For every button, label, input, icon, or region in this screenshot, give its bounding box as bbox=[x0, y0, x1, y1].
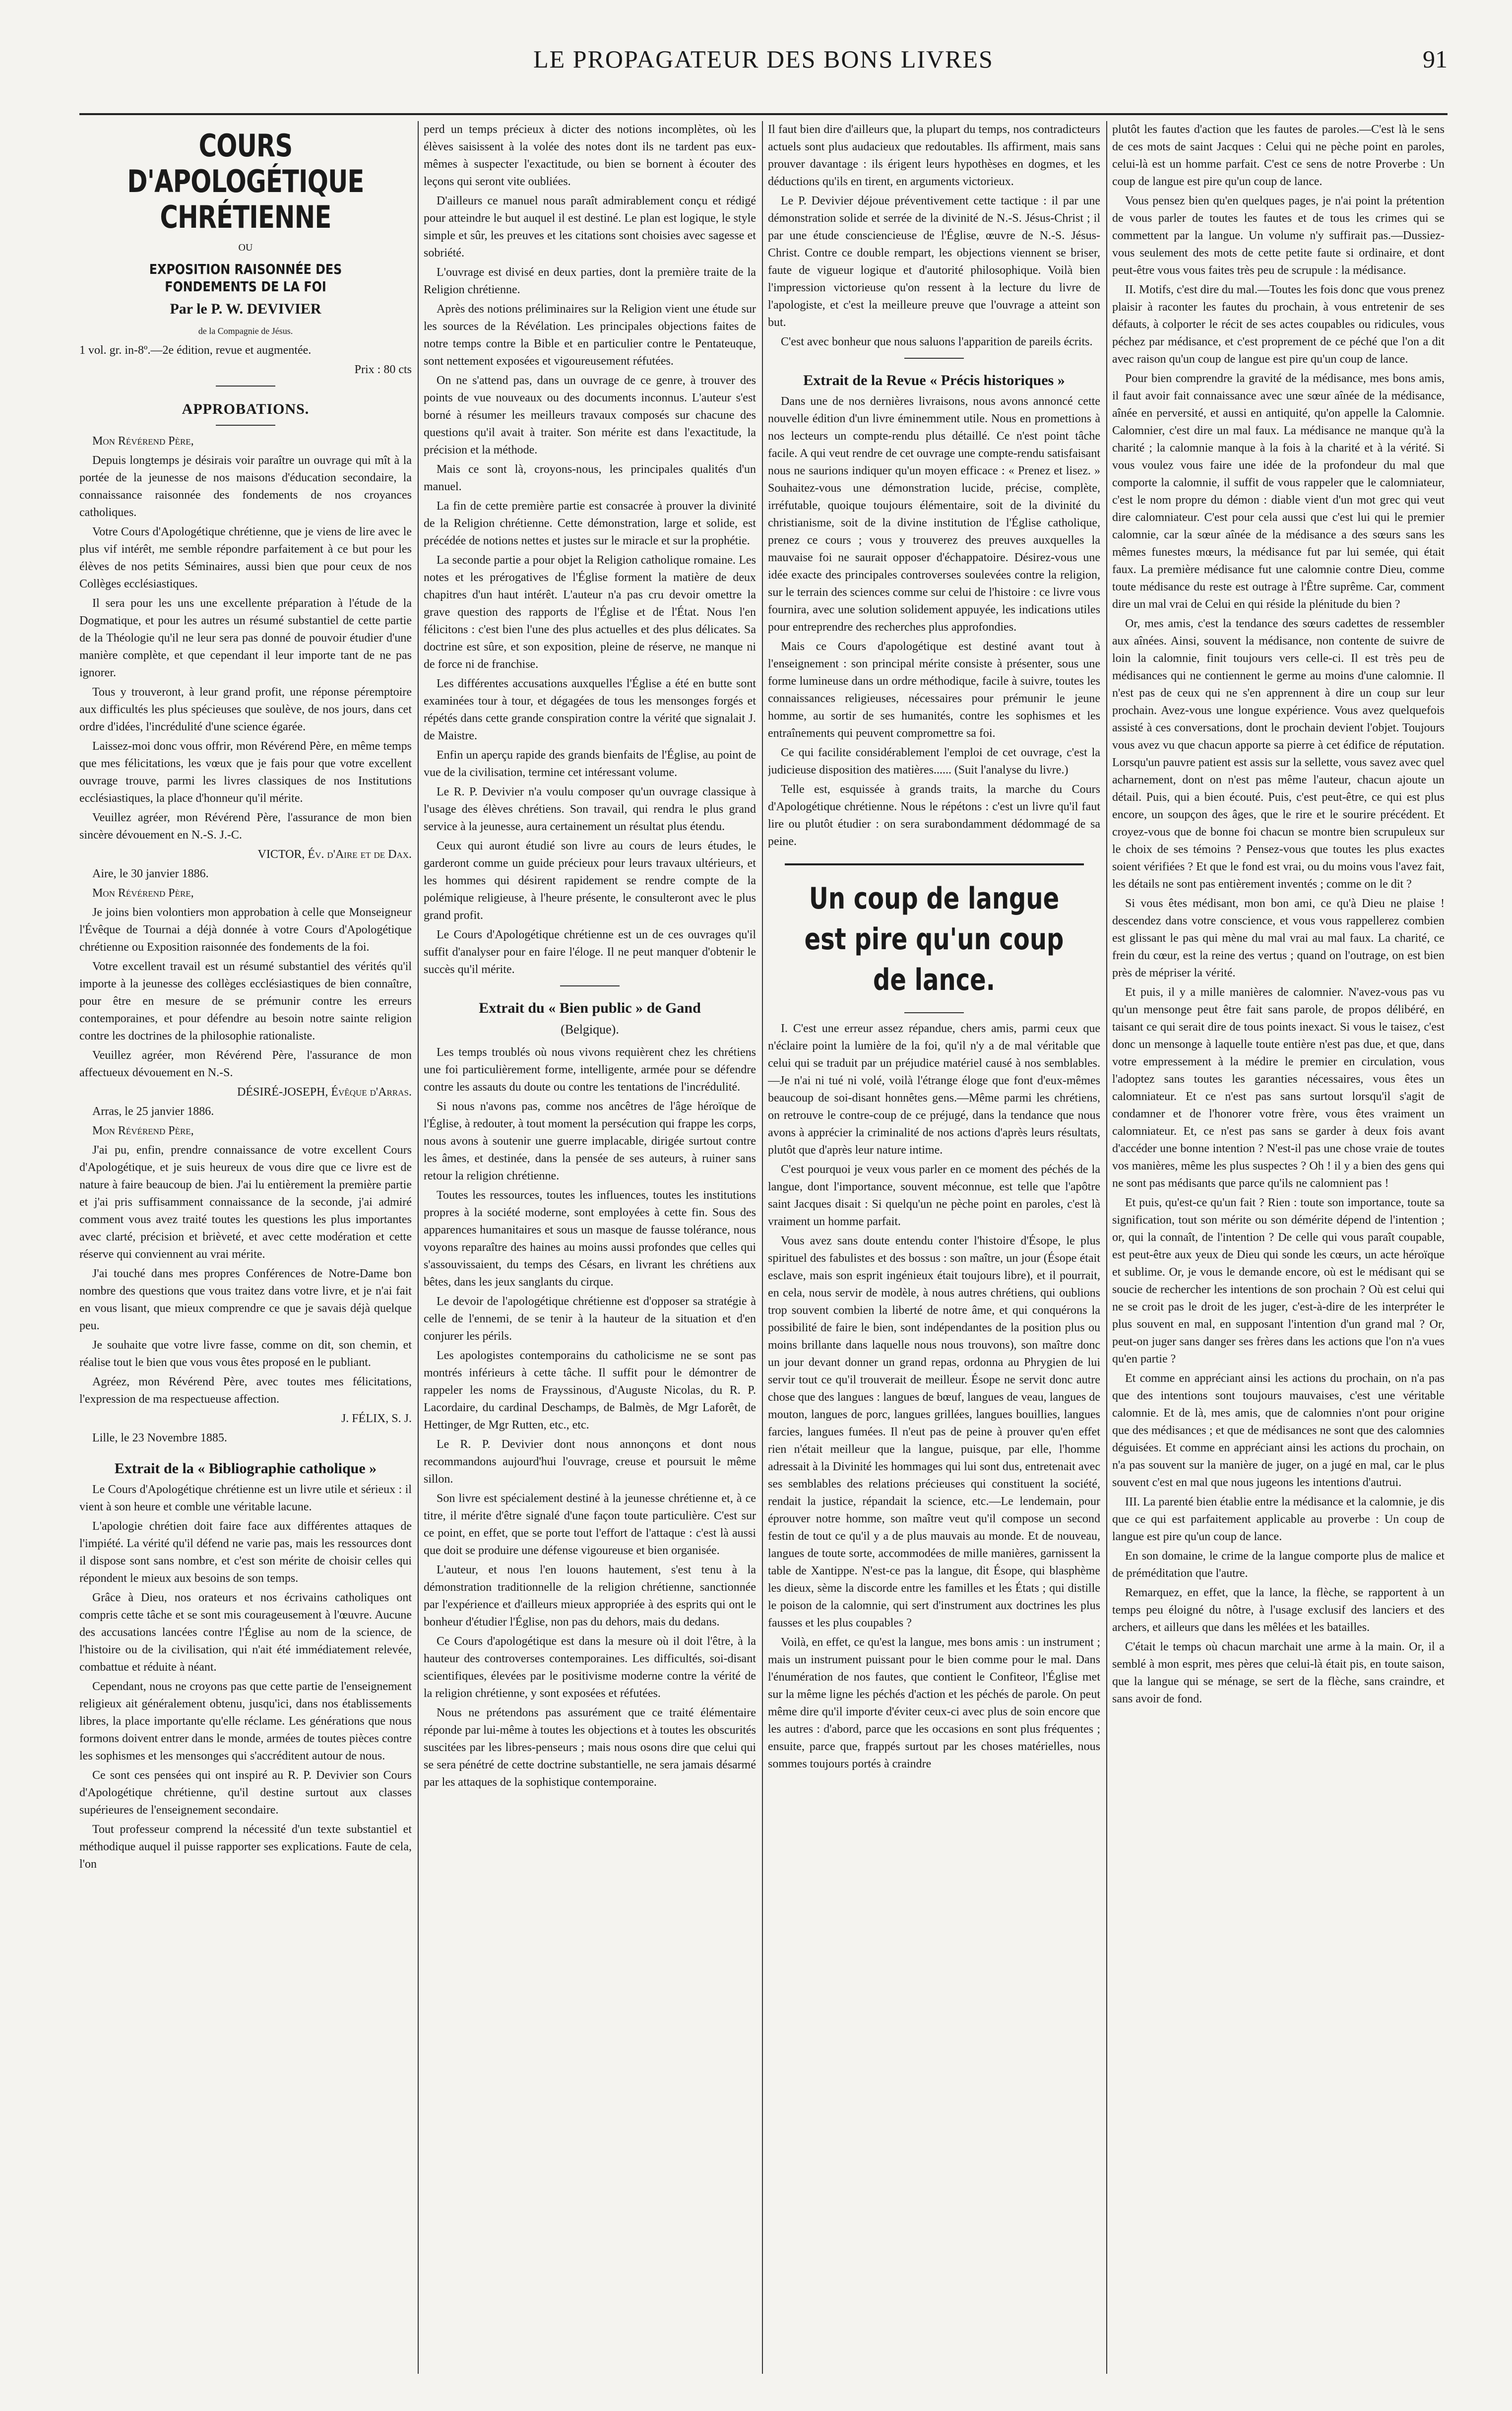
divider bbox=[216, 425, 275, 426]
column-4 bbox=[1112, 121, 1445, 2374]
column-divider bbox=[1106, 121, 1107, 2374]
paragraph: Tout professeur comprend la nécessité d'un texte substantiel et méthodique auquel il puisse rapporter ses explications. Faute de cela, l'on bbox=[79, 1823, 412, 1871]
paragraph: III. La parenté bien établie entre la médisance et la calomnie, je dis que ce qui est parfaitement applicable au proverbe : Un coup de langue est pire qu'un coup de lance. bbox=[1112, 1496, 1445, 1543]
divider bbox=[560, 985, 620, 986]
page-number: 91 bbox=[1423, 45, 1448, 73]
paragraph: Il sera pour les uns une excellente préparation à l'étude de la Dogmatique, et pour les autres un résumé substantiel de cette partie de la Théologie qu'il ne leur sera pas donné de pouvoir étudier d'une manière complète, et que cependant il leur importe tant de ne pas ignorer. bbox=[79, 597, 412, 679]
paragraph: Les différentes accusations auxquelles l'Église a été en butte sont examinées tour à tour, et dégagées de tous les mensonges forgés et répétés dans cette grande conspiration contre la vérité que signalait J. de Maistre. bbox=[424, 677, 756, 742]
paragraph: Il faut bien dire d'ailleurs que, la plupart du temps, nos contradicteurs actuels sont plus audacieux que redoutables. Ils affirment, mais sans prouver davantage : ils érigent leurs hypothèses en dogmes, et les déductions qu'ils en tirent, en arguments victorieux. bbox=[768, 123, 1100, 188]
divider bbox=[904, 1012, 964, 1013]
edition-info: 1 vol. gr. in-8º.—2e édition, revue et augmentée. bbox=[79, 344, 312, 357]
page-header bbox=[79, 45, 1448, 89]
paragraph: En son domaine, le crime de la langue comporte plus de malice et de préméditation que l'autre. bbox=[1112, 1550, 1445, 1580]
paragraph: Or, mes amis, c'est la tendance des sœurs cadettes de ressembler aux aînées. Ainsi, souvent la médisance, non contente de suivre de loin la calomnie, finit toujours vers celle-ci. Il est très peu de médisances qui ne contiennent le germe au moins d'une calomnie. Il n'est pas de ceux qui ne s'en apprennent à dire un coup sur leur prochain. Avez-vous une longue expérience. Vous avez quelquefois assisté à ces conversations, dont le prochain devient l'objet. Toujours vous avez vu que chacun apporte sa pierre à cet édifice de réputation. Lorsqu'un pauvre patient est assis sur la sellette, vous savez avec quel acharnement, dont on n'est pas même l'auteur, chacun ajoute un détail. Puis, qui a bien écouté. Puis, c'est peut-être, ce qui est plus encore, un soupçon des âges, que le rire et le sourire précédent. Et croyez-vous que de bonne foi chacun se montre bien scrupuleux sur le choix de ses témoins ? Pensez-vous que toutes les plus exactes soient vérifiées ? Et que le fond est vrai, ou du moins vous l'avez fait, les détails ne sont pas entièrement inventés ; comme on le dit ? bbox=[1112, 617, 1445, 891]
paragraph: Pour bien comprendre la gravité de la médisance, mes bons amis, il faut avoir fait connaissance avec une sœur aînée de la médisance, aînée en perversité, et aussi en antiquité, qu'on appelle la Calomnie. Calomnier, c'est dire un mal faux. La médisance ne manque qu'à la charité ; la calomnie manque à la fois à la charité et à la vérité. Si vous voulez vous faire une idée de la profondeur du mal que comporte la calomnie, il suffit de vous rappeler que le calomniateur, c'est le nom propre du démon : diable vient d'un mot grec qui veut dire calomniateur. C'est pour cela aussi que c'est lui qui le premier calomnie, car la sœur aînée de la médisance a des sœurs sans les mêmes funestes mœurs, la médisance fut par lui semée, qui était faux. La première médisance fut une calomnie contre Dieu, comme toute médisance du reste est outrage à l'Être suprême. Car, comment dire un mal vrai de Celui en qui réside la plénitude du bien ? bbox=[1112, 372, 1445, 611]
paragraph: C'est avec bonheur que nous saluons l'apparition de pareils écrits. bbox=[781, 335, 1093, 348]
paragraph: Enfin un aperçu rapide des grands bienfaits de l'Église, au point de vue de la civilisation, termine cet intéressant volume. bbox=[424, 749, 756, 779]
section-heading: Extrait de la Revue « Précis historiques » bbox=[803, 372, 1065, 389]
title-ou: OU bbox=[238, 242, 253, 253]
paragraph: Nous ne prétendons pas assurément que ce traité élémentaire réponde par lui-même à toutes les objections et à toutes les obscurités suscitées par les libres-penseurs ; mais nous osons dire que celui qui se sera pénétré de cette doctrine substantielle, ne sera jamais désarmé par les attaques de la sophistique contemporaine. bbox=[424, 1706, 756, 1789]
divider bbox=[904, 358, 964, 359]
place-date: Lille, le 23 Novembre 1885. bbox=[92, 1432, 227, 1444]
paragraph: Si vous êtes médisant, mon bon ami, ce qu'à Dieu ne plaise ! descendez dans votre conscience, et vous vous rappellerez combien est glissant le pas qui mène du mal vrai au mal faux. La charité, ce frein du cœur, est la reine des vertus ; quand on l'outrage, on est bien près de mépriser la vérité. bbox=[1112, 897, 1445, 979]
paragraph: D'ailleurs ce manuel nous paraît admirablement conçu et rédigé pour atteindre le but auquel il est destiné. Le plan est logique, le style simple et sûr, les preuves et les citations sont choisies avec sagesse et sobriété. bbox=[424, 195, 756, 260]
paragraph: L'auteur, et nous l'en louons hautement, s'est tenu à la démonstration traditionnelle de la religion chrétienne, sanctionnée par l'expérience et d'ailleurs mieux appropriée à des esprits qui ont le bonheur d'étudier l'Église, non pas du dehors, mais du dedans. bbox=[424, 1564, 756, 1629]
approbations-heading: APPROBATIONS. bbox=[182, 401, 310, 417]
paragraph: Mais ce sont là, croyons-nous, les principales qualités d'un manuel. bbox=[424, 463, 756, 493]
paragraph: C'est pourquoi je veux vous parler en ce moment des péchés de la langue, dont l'importance, souvent méconnue, est telle que l'apôtre saint Jacques disait : Si quelqu'un ne pèche point en paroles, c'est là vraiment un homme parfait. bbox=[768, 1163, 1100, 1228]
column-3 bbox=[768, 121, 1100, 2374]
paragraph: Vous pensez bien qu'en quelques pages, je n'ai point la prétention de vous parler de toutes les fautes et de tous les crimes qui se commettent par la langue. Un volume n'y suffirait pas.—Dussiez-vous seulement des mots de cette petite faute si ordinaire, et dont peut-être vous vous faites très peu de scrupule : la médisance. bbox=[1112, 195, 1445, 277]
paragraph: Cependant, nous ne croyons pas que cette partie de l'enseignement religieux ait généralement obtenu, jusqu'ici, dans nos établissements libres, la place importante qu'elle réclame. Les générations que nous formons doivent entrer dans le monde, armées de toutes pièces contre les sophismes et les mensonges qui s'accréditent autour de nous. bbox=[79, 1680, 412, 1762]
paragraph: Remarquez, en effet, que la lance, la flèche, se rapportent à un temps peu éloigné du nôtre, à l'usage exclusif des lanciers et des archers, et ailleurs que dans les mêlées et les batailles. bbox=[1112, 1586, 1445, 1634]
paragraph: Laissez-moi donc vous offrir, mon Révérend Père, en même temps que mes félicitations, les vœux que je fais pour que votre excellent ouvrage trouve, parmi les livres classiques de nos Institutions ecclésiastiques, la place d'honneur qu'il mérite. bbox=[79, 740, 412, 805]
paragraph: Agréez, mon Révérend Père, avec toutes mes félicitations, l'expression de ma respectueuse affection. bbox=[79, 1375, 412, 1406]
book-author: Par le P. W. DEVIVIER bbox=[170, 301, 321, 317]
salutation: Mon Révérend Père, bbox=[92, 1124, 194, 1137]
signature: DÉSIRÉ-JOSEPH, Évêque d'Arras. bbox=[237, 1086, 412, 1099]
paragraph: La seconde partie a pour objet la Religion catholique romaine. Les notes et les prérogatives de l'Église forment la matière de deux chapitres d'un haut intérêt. L'auteur n'a pas cru devoir omettre la grave question des rapports de l'Église et de l'État. Nous l'en félicitons : c'est bien l'une des plus actuelles et des plus délicates. Sa doctrine est sûre, et son exposition, pleine de réserve, ne manque ni de force ni de franchise. bbox=[424, 554, 756, 671]
column-1 bbox=[79, 121, 412, 2374]
paragraph: L'apologie chrétien doit faire face aux différentes attaques de l'impiété. La vérité qu'il défend ne varie pas, mais les ressources dont il dispose sont sans nombre, et c'est son mérite de choisir celles qui répondent le mieux aux besoins de son temps. bbox=[79, 1520, 412, 1585]
columns bbox=[79, 121, 1448, 2374]
column-divider bbox=[418, 121, 419, 2374]
paragraph: Le Cours d'Apologétique chrétienne est un de ces ouvrages qu'il suffit d'analyser pour en faire l'éloge. Il ne peut manquer d'obtenir le succès qu'il mérite. bbox=[424, 928, 756, 976]
paragraph: Après des notions préliminaires sur la Religion vient une étude sur les sources de la Révélation. Les principales objections faites de notre temps contre la Bible et en particulier contre le Pentateuque, sont nettement exposées et vigoureusement réfutées. bbox=[424, 303, 756, 368]
paragraph: II. Motifs, c'est dire du mal.—Toutes les fois donc que vous prenez plaisir à raconter les fautes du prochain, à vous entretenir de ses défauts, à colporter le récit de ses actes coupables ou ridicules, vous péchez par médisance, et c'est proprement de ce péché que l'on a dit avec raison qu'un coup de langue est pire qu'un coup de lance. bbox=[1112, 283, 1445, 366]
book-title: COURS D'APOLOGÉTIQUE CHRÉTIENNE bbox=[127, 128, 364, 235]
paragraph: Son livre est spécialement destiné à la jeunesse chrétienne et, à ce titre, il mérite d'être signalé d'une façon toute particulière. C'est sur ce point, en effet, que se porte tout l'effort de l'attaque : c'est là aussi que doit se produire une défense vigoureuse et bien organisée. bbox=[424, 1492, 756, 1557]
signature: VICTOR, Év. d'Aire et de Dax. bbox=[257, 848, 412, 861]
paragraph: Vous avez sans doute entendu conter l'histoire d'Ésope, le plus spirituel des fabulistes et des bossus : son maître, un jour (Ésope était esclave, mais son esprit ingénieux était toujours libre), et il pourrait, en cela, nous servir de modèle, à nous autres chrétiens, qui oublions trop souvent combien la liberté de notre âme, et qui conquérons la possibilité de faire le bien, sont indépendantes de la position plus ou moins brillante dans laquelle nous nous trouvons), son maître donc un jour devant donner un grand repas, ordonna au Phrygien de lui servir tout ce qu'il trouverait de meilleur. Ésope ne servit donc autre chose que des langues : langues de bœuf, langues de veau, langues de mouton, langues de porc, langues grillées, langues bouillies, langues farcies, langues fumées. Il n'eut pas de peine à prouver qu'en effet rien n'était meilleur que la langue, puisque, par elle, l'homme adressait à la Divinité les hommages qui lui sont dus, entretenait avec ses semblables des relations précieuses qui constituent la société, rendait la justice, répandait la science, etc.—Le lendemain, pour éprouver notre homme, son maître veut qu'il compose un second festin de tout ce qu'il y a de plus mauvais au monde. Et de nouveau, langues de toute sorte, accommodées de mille manières, garnissent la table de Xantippe. N'est-ce pas la langue, dit Ésope, qui blasphème les dieux, sème la discorde entre les familles et les États ; qui distille le poison de la calomnie, qui sert d'instrument aux doctrines les plus fausses et les plus coupables ? bbox=[768, 1235, 1100, 1629]
paragraph: Ceux qui auront étudié son livre au cours de leurs études, le garderont comme un guide précieux pour leurs travaux ultérieurs, et les hommes qui désirent rapidement se rendre compte de la polémique religieuse, à l'heure présente, le consulteront avec le plus grand profit. bbox=[424, 840, 756, 922]
paragraph: Votre Cours d'Apologétique chrétienne, que je viens de lire avec le plus vif intérêt, me semble répondre parfaitement à ce but pour les élèves de nos petits Séminaires, aussi bien que pour ceux de nos Collèges ecclésiastiques. bbox=[79, 525, 412, 590]
paragraph: Dans une de nos dernières livraisons, nous avons annoncé cette nouvelle édition d'un livre éminemment utile. Nous en promettions à nos lecteurs un compte-rendu plus détaillé. Ce n'est point tâche facile. A qui veut rendre de cet ouvrage une compte-rendu satisfaisant nous ne saurions indiquer qu'un moyen efficace : « Prenez et lisez. » Souhaitez-vous une démonstration lucide, précise, complète, irréfutable, quoique toujours élémentaire, soit de la divinité du christianisme, soit de la divine institution de l'Église catholique, prenez ce cours ; vous y trouverez des preuves auxquelles la mauvaise foi ne saurait opposer d'échappatoire. Désirez-vous une idée exacte des principales controverses soulevées contre la religion, sur le terrain des sciences comme sur celui de l'histoire : ce livre vous fournira, avec une solution solidement appuyée, les indications utiles pour entreprendre des recherches plus approfondies. bbox=[768, 395, 1100, 634]
paragraph: Les temps troublés où nous vivons requièrent chez les chrétiens une foi particulièrement forme, intelligente, armée pour se défendre contre les assauts du doute ou contre les tentations de l'incrédulité. bbox=[424, 1046, 756, 1094]
place-date: Arras, le 25 janvier 1886. bbox=[92, 1105, 214, 1118]
salutation: Mon Révérend Père, bbox=[92, 435, 194, 448]
header-title: LE PROPAGATEUR DES BONS LIVRES bbox=[533, 45, 994, 73]
paragraph: Je joins bien volontiers mon approbation à celle que Monseigneur l'Évêque de Tournai a déjà donnée à votre Cours d'Apologétique chrétienne ou Exposition raisonnée des fondements de la foi. bbox=[79, 906, 412, 954]
paragraph: Depuis longtemps je désirais voir paraître un ouvrage qui mît à la portée de la jeunesse de nos maisons d'éducation secondaire, la connaissance raisonnée des fondements de nos croyances catholiques. bbox=[79, 454, 412, 519]
paragraph: perd un temps précieux à dicter des notions incomplètes, où les élèves saisissent à la volée des notes dont ils ne tardent pas eux-mêmes à suspecter l'exactitude, ou bien se bornent à écouter des leçons qui seront vite oubliées. bbox=[424, 123, 756, 188]
section-heading: Extrait du « Bien public » de Gand bbox=[479, 1000, 701, 1016]
column-2 bbox=[424, 121, 756, 2374]
divider bbox=[785, 863, 1084, 865]
divider bbox=[216, 386, 275, 387]
paragraph: Voilà, en effet, ce qu'est la langue, mes bons amis : un instrument ; mais un instrument puissant pour le bien comme pour le mal. Dans l'énumération de nos fautes, que contient le Confiteor, l'Église met sur la même ligne les péchés d'action et les péchés de parole. On peut même dire qu'il importe d'éviter ceux-ci avec plus de soin encore que les autres : d'abord, parce que les occasions en sont plus fréquentes ; ensuite, parce que, frappés surtout par les choses matérielles, nous sommes toujours portés à craindre bbox=[768, 1636, 1100, 1770]
paragraph: Grâce à Dieu, nos orateurs et nos écrivains catholiques ont compris cette tâche et se sont mis courageusement à l'œuvre. Aucune des accusations lancées contre l'Église au nom de la science, de l'histoire ou de la civilisation, qui n'ait été immédiatement relevée, combattue et réduite à néant. bbox=[79, 1591, 412, 1674]
paragraph: Le Cours d'Apologétique chrétienne est un livre utile et sérieux : il vient à son heure et comble une véritable lacune. bbox=[79, 1483, 412, 1513]
paragraph: Veuillez agréer, mon Révérend Père, l'assurance de mon affectueux dévouement en N.-S. bbox=[79, 1049, 412, 1079]
price: Prix : 80 cts bbox=[354, 363, 412, 376]
signature: J. FÉLIX, S. J. bbox=[341, 1412, 412, 1425]
article-title: Un coup de langue est pire qu'un coup de lance. bbox=[804, 881, 1064, 997]
paragraph: Votre excellent travail est un résumé substantiel des vérités qu'il importe à la jeunesse des collèges ecclésiastiques de bien connaître, pour être en mesure de se prémunir contre les erreurs contemporaines, et pour défendre au besoin notre sainte religion contre les doctrines de la philosophie rationaliste. bbox=[79, 960, 412, 1043]
paragraph: Le P. Devivier déjoue préventivement cette tactique : il par une démonstration solide et serrée de la divinité de N.-S. Jésus-Christ ; il par une étude consciencieuse de l'Église, œuvre de N.-S. Jésus-Christ. Contre ce double rempart, les objections viennent se briser, faute de vigueur logique et d'autorité philosophique. Voilà bien l'impression victorieuse qu'on ressent à la lecture du livre de l'apologiste, et c'est la meilleure preuve que l'ouvrage a atteint son but. bbox=[768, 195, 1100, 329]
paragraph: J'ai touché dans mes propres Conférences de Notre-Dame bon nombre des questions que vous traitez dans votre livre, et je n'ai fait en vous lisant, que mieux comprendre ce que je savais déjà quelque peu. bbox=[79, 1267, 412, 1332]
paragraph: I. C'est une erreur assez répandue, chers amis, parmi ceux que n'éclaire point la lumière de la foi, qu'il n'y a de mal véritable que celui qui se traduit par un préjudice matériel causé à nos semblables.—Je n'ai ni tué ni volé, voilà l'étrange éloge que font d'eux-mêmes beaucoup de soi-disant honnêtes gens.—Même parmi les chrétiens, on retrouve le contre-coup de ce préjugé, dans la tendance que nous avons à apprécier la criminalité de nos actions d'après leurs résultats, plutôt que d'après leur nature intime. bbox=[768, 1022, 1100, 1157]
column-divider bbox=[762, 121, 763, 2374]
paragraph: Mais ce Cours d'apologétique est destiné avant tout à l'enseignement : son principal mérite consiste à présenter, sous une forme lumineuse dans un ordre méthodique, facile à suivre, toutes les connaissances religieuses, nécessaires pour prémunir le jeune homme, au sortir de ses humanités, contre les sophismes et les entraînements qui peuvent compromettre sa foi. bbox=[768, 640, 1100, 740]
paragraph: Ce sont ces pensées qui ont inspiré au R. P. Devivier son Cours d'Apologétique chrétienne, qu'il destine surtout aux classes supérieures de l'enseignement secondaire. bbox=[79, 1769, 412, 1817]
paragraph: Si nous n'avons pas, comme nos ancêtres de l'âge héroïque de l'Église, à redouter, à tout moment la persécution qui frappe les corps, nous avons à soutenir une guerre implacable, dirigée surtout contre les âmes, et destinée, dans la pensée de ses auteurs, à ruiner sans retour la religion chrétienne. bbox=[424, 1100, 756, 1182]
paragraph: J'ai pu, enfin, prendre connaissance de votre excellent Cours d'Apologétique, et je suis heureux de vous dire que ce livre est de nature à faire beaucoup de bien. J'ai lu entièrement la première partie et j'ai pris suffisamment connaissance de la seconde, j'ai admiré comment vous avez traité toutes les questions les plus importantes avec clarté, précision et brièveté, et avec cette modération et cette réserve qui conviennent au vrai mérite. bbox=[79, 1144, 412, 1261]
paragraph: Le devoir de l'apologétique chrétienne est d'opposer sa stratégie à celle de l'ennemi, de se tenir à la hauteur de la situation et d'en conjurer les périls. bbox=[424, 1295, 756, 1343]
paragraph: Je souhaite que votre livre fasse, comme on dit, son chemin, et réalise tout le bien que vous vous êtes proposé en le publiant. bbox=[79, 1339, 412, 1369]
paragraph: L'ouvrage est divisé en deux parties, dont la première traite de la Religion chrétienne. bbox=[424, 266, 756, 296]
paragraph: Veuillez agréer, mon Révérend Père, l'assurance de mon bien sincère dévouement en N.-S. J.-C. bbox=[79, 811, 412, 842]
paragraph: Toutes les ressources, toutes les influences, toutes les institutions propres à la société moderne, sont employées à cette fin. Sous des apparences humanitaires et sous un masque de fausse tolérance, nous voyons reparaître des haines au moins aussi profondes que celles qui s'assouvissaient, du temps des Césars, en livrant les chrétiens aux bêtes, dans les jeux sanglants du cirque. bbox=[424, 1189, 756, 1289]
place-date: Aire, le 30 janvier 1886. bbox=[92, 867, 209, 880]
section-subheading: (Belgique). bbox=[561, 1022, 619, 1037]
paragraph: Les apologistes contemporains du catholicisme ne se sont pas montrés inférieurs à cette tâche. Il suffit pour le démontrer de rappeler les noms de Frayssinous, d'Auguste Nicolas, du R. P. Lacordaire, du cardinal Deschamps, de Balmès, de Mgr Laforêt, de Hettinger, de Mgr Rutten, etc., etc. bbox=[424, 1349, 756, 1432]
paragraph: Et puis, qu'est-ce qu'un fait ? Rien : toute son importance, toute sa signification, tout son mérite ou son démérite dépend de l'intention ; or, qui la connaît, de l'intention ? De celle qui vous paraît coupable, est peut-être aux yeux de Dieu qui sonde les cœurs, un acte héroïque et sublime. Or, je vous le demande encore, où est le médisant qui se soucie de rechercher les intentions de son prochain ? Où est celui qui ne se croit pas le droit de les juger, c'est-à-dire de les interpréter le plus souvent en mal, en supposant l'intention d'un grand mal ? Or, peut-on juger sans danger ses frères dans les actions que l'on n'a vues qu'en partie ? bbox=[1112, 1196, 1445, 1366]
paragraph: Ce Cours d'apologétique est dans la mesure où il doit l'être, à la hauteur des controverses contemporaines. Les difficultés, soi-disant scientifiques, élevées par le positivisme moderne contre la vérité de la religion chrétienne, y sont exposées et réfutées. bbox=[424, 1635, 756, 1700]
salutation: Mon Révérend Père, bbox=[92, 887, 194, 900]
book-subtitle: EXPOSITION RAISONNÉE DES FONDEMENTS DE LA FOI bbox=[149, 261, 342, 295]
paragraph: On ne s'attend pas, dans un ouvrage de ce genre, à trouver des points de vue nouveaux ou des documents inconnus. L'auteur s'est borné à résumer les meilleurs travaux composés sur chacune des questions qu'il avait à traiter. Son mérite est dans l'exactitude, la précision et la méthode. bbox=[424, 374, 756, 456]
paragraph: plutôt les fautes d'action que les fautes de paroles.—C'est là le sens de ces mots de saint Jacques : Celui qui ne pèche point en paroles, celui-là est un homme parfait. C'est ce sens de notre Proverbe : Un coup de langue est pire qu'un coup de lance. bbox=[1112, 123, 1445, 188]
paragraph: Tous y trouveront, à leur grand profit, une réponse péremptoire aux difficultés les plus spécieuses que soulève, de nos jours, dans cet ordre d'idées, l'incrédulité d'une science égarée. bbox=[79, 686, 412, 733]
paragraph: C'était le temps où chacun marchait une arme à la main. Or, il a semblé à mon esprit, mes pères que celui-là était pis, en toute saison, que la langue qui se ménage, se sert de la flèche, sans craindre, et sans avoir de fond. bbox=[1112, 1640, 1445, 1705]
paragraph: Et comme en appréciant ainsi les actions du prochain, on n'a pas que des intentions sont toujours mauvaises, c'est une véritable calomnie. Et de là, mes amis, que de calomnies n'ont pour origine que des médisances ; et que de médisances ne sont que des calomnies déguisées. Et comme en appréciant ainsi les actions du prochain, on n'a pas souvent sur la manière de juger, on a jugé en mal, car le plus souvent c'est en mal que nous jugeons les intentions d'autrui. bbox=[1112, 1372, 1445, 1489]
header-rule bbox=[79, 113, 1448, 115]
paragraph: La fin de cette première partie est consacrée à prouver la divinité de la Religion chrétienne. Cette démonstration, large et solide, est précédée de notions nettes et justes sur le miracle et sur la prophétie. bbox=[424, 500, 756, 547]
paragraph: Le R. P. Devivier n'a voulu composer qu'un ouvrage classique à l'usage des élèves chrétiens. Son travail, qui rendra le plus grand service à la jeunesse, aura certainement un résultat plus étendu. bbox=[424, 785, 756, 833]
paragraph: Et puis, il y a mille manières de calomnier. N'avez-vous pas vu qu'un mensonge peut être fait sans parole, de propos délibéré, en taisant ce qui serait dire de tous points inexact. Si vous le taisez, c'est donc un mensonge à laquelle toute entière n'est pas due, et que, dans votre empressement à la médire le premier en circulation, vous l'adoptez sans toutes les garanties nécessaires, vous êtes un calomniateur. Et ce n'est pas sans surtout lorsqu'il s'agit de condamner et de l'honorer votre frère, vous êtes vraiment un calomniateur. Et, ce n'est pas sans se garder à deux fois avant d'accéder une bonne intention ? N'est-il pas une chose vraie de toutes vos manières, même les plus suspectes ? Oh ! il y a bien des gens qui ne sont pas médisants que parce qu'ils ne calomnient pas ! bbox=[1112, 986, 1445, 1190]
paragraph: Le R. P. Devivier dont nous annonçons et dont nous recommandons aujourd'hui l'ouvrage, creuse et poursuit le même sillon. bbox=[424, 1438, 756, 1486]
paragraph: Telle est, esquissée à grands traits, la marche du Cours d'Apologétique chrétienne. Nous le répétons : c'est un livre qu'il faut lire ou plutôt étudier : on sera surabondamment dédommagé de sa peine. bbox=[768, 783, 1100, 848]
paragraph: Ce qui facilite considérablement l'emploi de cet ouvrage, c'est la judicieuse disposition des matières...... (Suit l'analyse du livre.) bbox=[768, 746, 1100, 777]
author-affiliation: de la Compagnie de Jésus. bbox=[198, 326, 293, 336]
section-heading: Extrait de la « Bibliographie catholique » bbox=[114, 1460, 377, 1477]
